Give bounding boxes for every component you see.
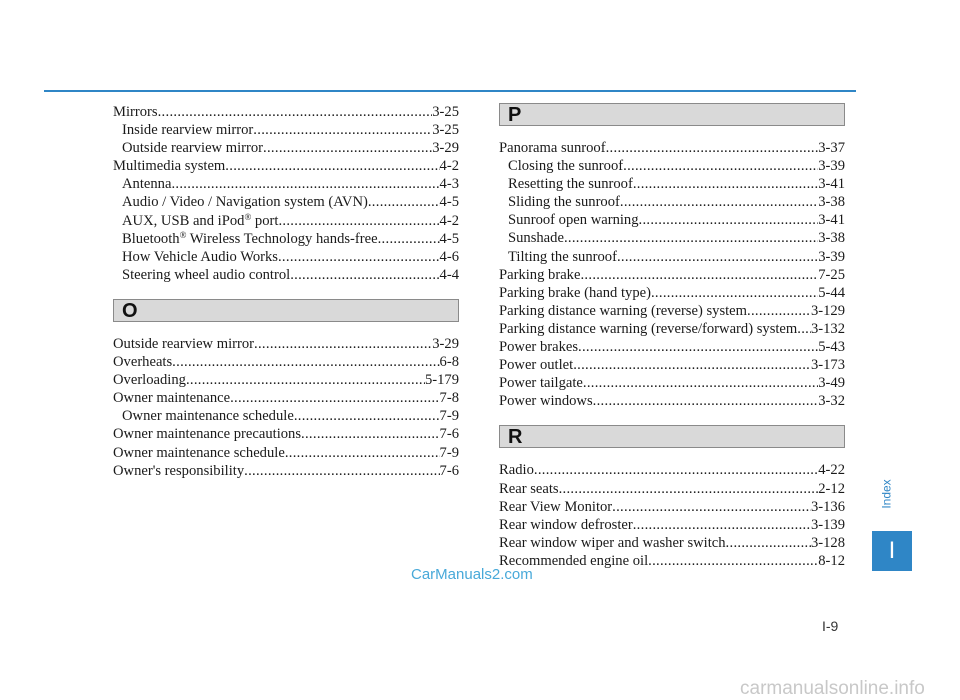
index-entry [113,248,459,266]
entry-term: Recommended engine oil [499,552,649,569]
header-rule [44,90,856,92]
entry-page: 3-41 [818,212,845,229]
index-entry [113,212,459,230]
index-entry [113,193,459,211]
entry-page: 3-136 [810,498,845,515]
index-entry [113,103,459,121]
index-entry [499,498,845,516]
dot-leader [253,121,432,139]
index-entry [113,407,459,425]
index-group-r [499,461,845,570]
watermark-top: CarManuals2.com [411,566,533,583]
entry-term: Outside rearview mirror [122,140,264,157]
index-entry [499,193,845,211]
entry-page: 3-128 [810,534,845,551]
section-letter-o: O [122,299,138,322]
dot-leader [648,552,818,570]
dot-leader [171,175,439,193]
dot-leader [623,157,818,175]
dot-leader [301,425,440,443]
entry-term: Audio / Video / Navigation system (AVN) [122,194,368,211]
dot-leader [230,389,439,407]
dot-leader [573,356,811,374]
dot-leader [225,157,439,175]
section-letter-p: P [508,104,522,126]
index-entry [499,534,845,552]
dot-leader [726,534,811,552]
dot-leader [747,302,811,320]
entry-term: Parking distance warning (reverse/forward) system [499,320,798,337]
index-entry [113,389,459,407]
index-entry [113,266,459,284]
entry-page: 5-43 [818,339,845,356]
index-column-right [499,103,845,570]
index-group-p [499,139,845,410]
entry-term: Rear View Monitor [499,498,613,515]
entry-page: 7-9 [439,444,459,461]
index-entry [113,425,459,443]
entry-term: Tilting the sunroof [508,248,617,265]
index-entry [113,335,459,353]
entry-term: Power outlet [499,357,574,374]
side-tab-label: Index [879,479,894,509]
registered-mark: ® [179,229,187,240]
dot-leader [620,193,818,211]
entry-term: Resetting the sunroof [508,176,633,193]
index-entry [499,356,845,374]
index-entry [499,175,845,193]
index-entry [499,157,845,175]
dot-leader [578,338,818,356]
dot-leader [254,335,432,353]
index-entry [499,229,845,247]
entry-page: 3-25 [432,104,459,120]
dot-leader [633,516,811,534]
index-column-left [113,103,459,480]
entry-term: Overloading [113,372,186,389]
entry-page: 5-44 [818,284,845,301]
section-letter-r: R [508,426,523,449]
entry-page: 3-139 [810,516,845,533]
index-entry [499,516,845,534]
index-entry [499,139,845,157]
section-header-p [499,103,845,126]
dot-leader [633,175,818,193]
entry-page: 4-2 [439,158,459,175]
entry-page: 3-132 [810,320,845,337]
entry-page: 3-29 [432,140,459,157]
entry-term: AUX, USB and iPod® port [122,211,279,229]
entry-term: Rear seats [499,480,559,497]
dot-leader [583,374,818,392]
entry-page: 3-25 [432,122,459,139]
entry-page: 3-41 [818,176,845,193]
index-entry [499,248,845,266]
entry-term: Owner's responsibility [113,462,245,479]
dot-leader [534,461,818,479]
entry-page: 5-179 [424,372,459,389]
side-tab-letter: I [872,531,912,571]
entry-term: Parking brake [499,266,581,283]
entry-page: 3-37 [818,140,845,156]
dot-leader [639,211,819,229]
dot-leader [294,407,440,425]
entry-page: 3-38 [818,194,845,211]
dot-leader [244,462,439,480]
index-entry [113,230,459,248]
entry-page: 3-173 [810,357,845,374]
dot-leader [285,444,440,462]
dot-leader [186,371,425,389]
entry-term: Overheats [113,354,173,371]
entry-term: Power windows [499,393,593,410]
watermark-bottom: carmanualsonline.info [740,678,925,699]
entry-term: Power brakes [499,339,579,356]
index-entry [499,552,845,570]
entry-term: Sunshade [508,230,564,247]
dot-leader [278,248,440,266]
entry-page: 7-6 [439,462,459,479]
entry-term: Owner maintenance schedule [113,444,285,461]
entry-term: Radio [499,462,534,479]
entry-page: 4-22 [818,462,845,479]
entry-term: Multimedia system [113,158,226,175]
index-entry [113,139,459,157]
dot-leader [593,392,819,410]
entry-term: Outside rearview mirror [113,335,255,352]
dot-leader [797,320,811,338]
entry-term: Rear window wiper and washer switch [499,534,726,551]
entry-page: 7-8 [439,390,459,407]
entry-page: 4-4 [439,266,459,283]
entry-term: Parking brake (hand type) [499,284,651,301]
entry-term: Power tailgate [499,375,583,392]
entry-term: Steering wheel audio control [122,266,291,283]
index-entry [499,302,845,320]
index-entry [113,444,459,462]
index-entry [499,211,845,229]
dot-leader [263,139,432,157]
entry-term: Sliding the sunroof [508,194,620,211]
entry-page: 4-6 [439,248,459,265]
entry-page: 4-3 [439,176,459,193]
dot-leader [378,230,440,248]
index-entry [113,157,459,175]
entry-term: Antenna [122,176,172,193]
section-header-o [113,299,459,322]
index-entry [113,353,459,371]
entry-page: 4-5 [439,194,459,211]
entry-page: 4-5 [439,230,459,247]
entry-page: 3-39 [818,158,845,175]
index-entry [499,338,845,356]
dot-leader [368,193,440,211]
index-entry [499,392,845,410]
entry-page: 3-32 [818,393,845,410]
dot-leader [617,248,818,266]
index-group-o [113,335,459,480]
dot-leader [580,266,818,284]
dot-leader [278,212,439,230]
index-group-m [113,103,459,284]
dot-leader [651,284,818,302]
entry-term: Owner maintenance [113,390,231,407]
dot-leader [606,139,819,157]
entry-term: Bluetooth® Wireless Technology hands-free [122,229,378,247]
dot-leader [172,353,439,371]
entry-page: 8-12 [818,552,845,569]
section-header-r [499,425,845,448]
entry-term: Owner maintenance schedule [122,408,294,425]
entry-term: Owner maintenance precautions [113,426,302,443]
index-entry [499,374,845,392]
index-entry [113,175,459,193]
page-number: I-9 [822,618,839,634]
entry-page: 6-8 [439,354,459,371]
entry-page: 3-39 [818,248,845,265]
dot-leader [564,229,818,247]
entry-page: 7-6 [439,426,459,443]
index-entry [113,371,459,389]
index-entry [499,266,845,284]
entry-page: 3-29 [432,335,459,352]
entry-term: Panorama sunroof [499,140,606,156]
dot-leader [290,266,439,284]
index-entry [113,121,459,139]
entry-page: 4-2 [439,212,459,229]
entry-page: 3-49 [818,375,845,392]
registered-mark: ® [244,211,252,222]
index-entry [499,461,845,479]
dot-leader [559,480,819,498]
index-entry [499,320,845,338]
dot-leader [158,103,433,121]
entry-term: Closing the sunroof [508,158,624,175]
entry-page: 7-25 [818,266,845,283]
entry-page: 3-129 [810,302,845,319]
entry-term: Parking distance warning (reverse) system [499,302,748,319]
entry-page: 2-12 [818,480,845,497]
entry-term: Rear window defroster [499,516,633,533]
entry-page: 3-38 [818,230,845,247]
entry-page: 7-9 [439,408,459,425]
index-entry [499,284,845,302]
entry-term: How Vehicle Audio Works [122,248,278,265]
entry-term: Sunroof open warning [508,212,639,229]
entry-term: Mirrors [113,104,158,120]
entry-term: Inside rearview mirror [122,122,254,139]
dot-leader [612,498,811,516]
index-entry [113,462,459,480]
index-entry [499,480,845,498]
